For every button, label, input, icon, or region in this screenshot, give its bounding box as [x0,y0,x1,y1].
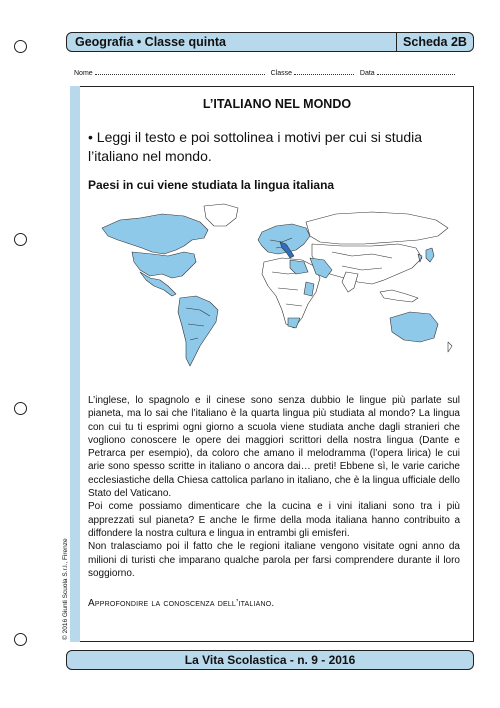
class-label: Classe [270,70,292,77]
class-field[interactable] [294,68,354,75]
map-region-canada [102,214,208,254]
instruction-text: • Leggi il testo e poi sottolinea i motivi per cui si studia l’italiano nel mondo. [88,129,423,164]
map-region-south-africa [288,318,300,328]
map-region-australia [390,312,438,342]
student-fields [74,68,474,77]
binder-hole [14,233,27,246]
map-region-russia [306,212,448,244]
side-strip [70,86,80,642]
binder-hole [14,402,27,415]
map-region-south-america [178,296,218,366]
paragraph: L’inglese, lo spagnolo e il cinese sono senza dubbio le lingue più parlate sul pianeta, ma lo sai che l’italiano è la quarta lingua più studiata al mondo? La lingua con cui tu ti esprimi ogni giorno a scuola viene studiata anche dagli stranieri che vogliono conoscere le opere dei maggiori scrittori della nostra lingua (Dante e Petrarca per esempio), da coloro che amano il melodramma (l’opera lirica) le cui arie sono spesso scritte in italiano o ancora dai… preti! Ebbene sì, le varie cariche ecclesiastiche della Chiesa cattolica parlano in italiano, che è la lingua ufficiale dello Stato del Vaticano. [88,395,460,500]
copyright-text: © 2016 Giunti Scuola S.r.l., Firenze [62,538,69,640]
sheet-label: Scheda 2B [396,33,473,51]
map-region-east-africa [304,282,314,296]
map-region-japan [426,248,434,262]
map-region-se-asia [380,290,418,302]
map-region-greenland [204,204,238,226]
map-region-asia [312,244,422,284]
date-label: Data [359,70,375,77]
paragraph: Poi come possiamo dimenticare che la cucina e i vini italiani sono tra i più apprezzati sul pianeta? E anche le firme della moda italiana hanno contribuito a diffondere la nostra cultura e lingua in entrambi gli emisferi. [88,501,460,539]
map-region-new-zealand [448,342,452,352]
footer-bar: La Vita Scolastica - n. 9 - 2016 [66,650,474,670]
world-map [92,200,460,378]
page-title: L’ITALIANO NEL MONDO [202,97,352,111]
date-field[interactable] [377,68,455,75]
subject-label: Geografia • Classe quinta [75,35,226,49]
binder-hole [14,40,27,53]
map-title: Paesi in cui viene studiata la lingua italiana [88,178,335,192]
name-field[interactable] [95,68,265,75]
paragraph: Non tralasciamo poi il fatto che le regioni italiane vengono visitate ogni anno da milioni di turisti che imparano qualche parola per farsi comprendere durante il loro soggiorno. [88,541,460,579]
body-text [88,394,460,580]
name-label: Nome [74,70,93,77]
binder-hole [14,633,27,646]
header-bar [66,32,474,52]
task-text: Approfondire la conoscenza dell’italiano. [88,598,275,609]
